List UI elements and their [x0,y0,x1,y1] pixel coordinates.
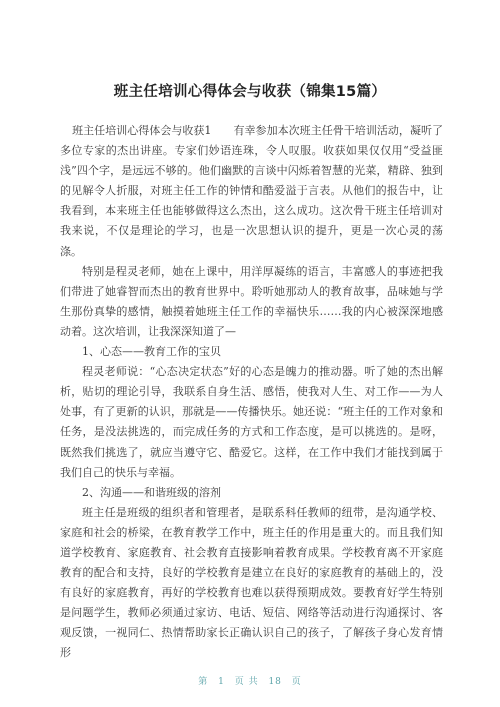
body-paragraph: 特别是程灵老师，她在上课中，用洋厚凝练的语言，丰富感人的事迹把我们带进了她睿智而杰出的教育世界中。聆听她那动人的教育故事，品味她与学生那份真挚的感情，触摸着她班主任工作的幸福快乐……我的内心被深深地感动着。这次培训，让我深深知道了— [60,264,443,338]
footer-total-number: 18 [268,677,282,687]
document-body [60,121,443,664]
footer-total-label: 页 共 [234,677,259,687]
document-title: 班主任培训心得体会与收获（锦集15篇） [113,84,387,100]
body-paragraph: 程灵老师说：“心态决定状态”好的心态是魄力的推动器。听了她的杰出解析，贴切的理论引导，我联系自身生活、感悟，使我对人生、对工作——为人处事，有了更新的认识，那就是——传播快乐。她还说：“班主任的工作对象和任务，是没法挑选的，而完成任务的方式和工作态度，是可以挑选的。是呀，既然我们挑选了，就应当遵守它、酷爱它。这样，在工作中我们才能找到属于我们自己的快乐与幸福。 [60,365,443,479]
body-paragraph: 班主任培训心得体会与收获1 有幸参加本次班主任骨干培训活动，凝听了多位专家的杰出讲座。专家们妙语连珠，令人叹服。收获如果仅仅用“受益匪浅”四个字，是远远不够的。他们幽默的言谈中闪烁着智慧的光菜，精辟、独到的见解令人折服，对班主任工作的钟情和酷爱溢于言表。从他们的报告中，让我看到，本来班主任也能够做得这么杰出，这么成功。这次骨干班主任培训对我来说，不仅是理论的学习，也是一次思想认识的提升，更是一次心灵的荡涤。 [60,124,443,258]
section-heading: 1、心态——教育工作的宝贝 [82,345,221,359]
footer-end-label: 页 [291,677,302,687]
page-footer [0,674,500,687]
footer-page-label: 第 [198,677,209,687]
section-heading: 2、沟通——和谐班级的溶剂 [82,485,221,499]
body-paragraph: 班主任是班级的组织者和管理者，是联系科任教师的纽带，是沟通学校、家庭和社会的桥梁，在教育教学工作中，班主任的作用是重大的。而且我们知道学校教育、家庭教育、社会教育直接影响着教育成果。学校教育离不开家庭教育的配合和支持，良好的学校教育是建立在良好的家庭教育的基础上的，没有良好的家庭教育，再好的学校教育也难以获得预期成效。要教育好学生特别是问题学生，教师必须通过家访、电话、短信、网络等活动进行沟通探讨、客观反馈，一视同仁、热情帮助家长正确认识自己的孩子，了解孩子身心发育情形 [60,505,443,660]
footer-page-number: 1 [218,677,225,687]
